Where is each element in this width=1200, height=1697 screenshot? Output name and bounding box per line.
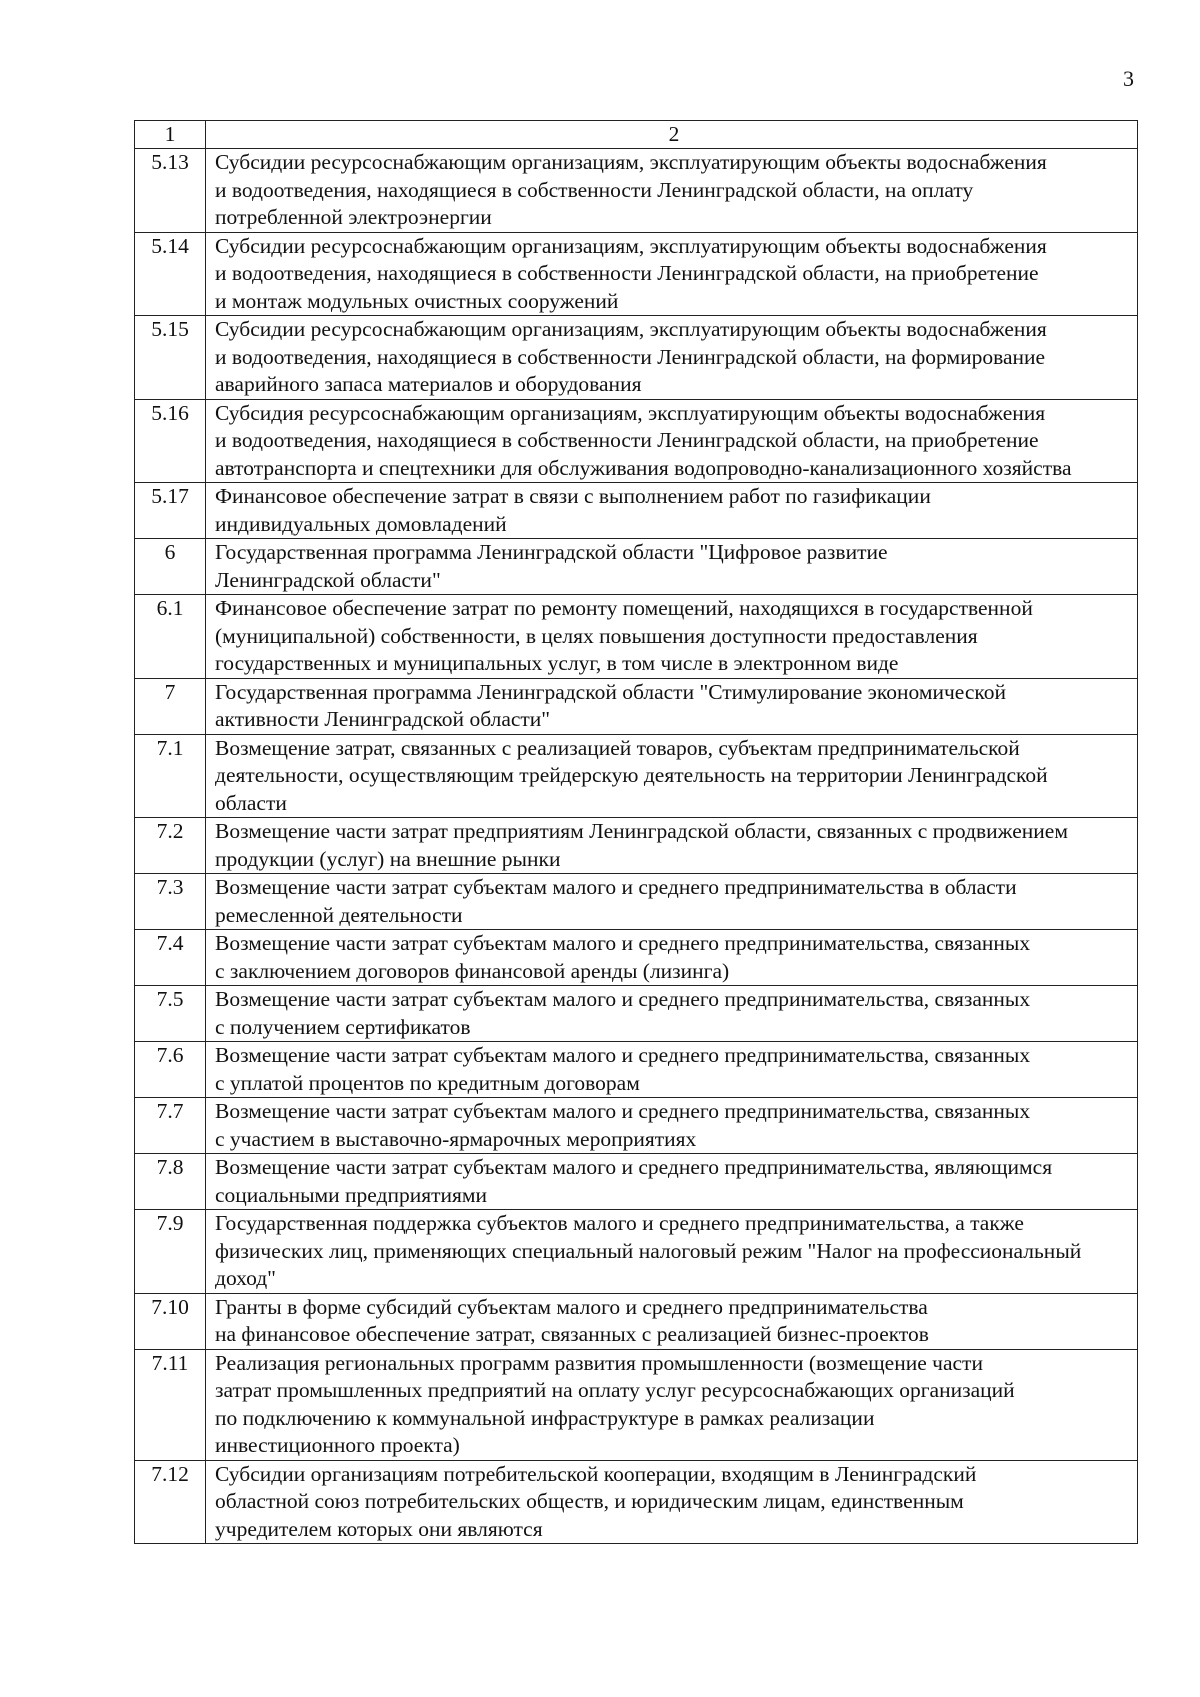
row-number: 5.16: [135, 399, 206, 483]
table-row: [135, 1460, 1138, 1544]
description-line: ремесленной деятельности: [215, 902, 463, 927]
description-line: Возмещение части затрат субъектам малого и среднего предпринимательства в области: [215, 875, 1017, 899]
row-description: [206, 316, 1138, 400]
row-number: 7.3: [135, 874, 206, 930]
description-line: областной союз потребительских обществ, и юридическим лицам, единственным: [215, 1489, 964, 1513]
table-row: [135, 232, 1138, 316]
description-line: учредителем которых они являются: [215, 1516, 543, 1541]
description-line: и водоотведения, находящиеся в собственности Ленинградской области, на приобретение: [215, 428, 1039, 452]
row-description: [206, 986, 1138, 1042]
row-number: 7.12: [135, 1460, 206, 1544]
row-description: [206, 232, 1138, 316]
row-description: [206, 930, 1138, 986]
description-line: Государственная поддержка субъектов малого и среднего предпринимательства, а также: [215, 1211, 1024, 1235]
table-row: [135, 1154, 1138, 1210]
row-description: [206, 1154, 1138, 1210]
table-row: [135, 1210, 1138, 1294]
row-description: [206, 818, 1138, 874]
description-line: Возмещение части затрат субъектам малого и среднего предпринимательства, связанных: [215, 1043, 1031, 1067]
description-line: Возмещение части затрат субъектам малого и среднего предпринимательства, связанных: [215, 987, 1031, 1011]
table-row: [135, 818, 1138, 874]
description-line: и водоотведения, находящиеся в собственности Ленинградской области, на формирование: [215, 344, 1046, 369]
description-line: Субсидия ресурсоснабжающим организациям, эксплуатирующим объекты водоснабжения: [215, 400, 1046, 425]
row-number: 7.7: [135, 1098, 206, 1154]
description-line: на финансовое обеспечение затрат, связанных с реализацией бизнес-проектов: [215, 1322, 929, 1346]
description-line: Субсидии организациям потребительской кооперации, входящим в Ленинградский: [215, 1461, 977, 1486]
table-row: [135, 1042, 1138, 1098]
description-line: деятельности, осуществляющим трейдерскую деятельность на территории Ленинградской: [215, 763, 1048, 787]
row-number: 6.1: [135, 595, 206, 679]
description-line: автотранспорта и спецтехники для обслуживания водопроводно-канализационного хозяйства: [215, 455, 1072, 480]
description-line: с получением сертификатов: [215, 1014, 471, 1039]
description-line: области: [215, 790, 287, 815]
row-description: [206, 874, 1138, 930]
table-body: [135, 121, 1138, 1544]
description-line: Возмещение затрат, связанных с реализацией товаров, субъектам предпринимательской: [215, 735, 1020, 760]
description-line: Субсидии ресурсоснабжающим организациям, эксплуатирующим объекты водоснабжения: [215, 317, 1047, 341]
description-line: и водоотведения, находящиеся в собственности Ленинградской области, на оплату: [215, 177, 974, 202]
description-line: и монтаж модульных очистных сооружений: [215, 288, 619, 313]
description-line: социальными предприятиями: [215, 1182, 488, 1207]
row-description: [206, 678, 1138, 734]
description-line: Возмещение части затрат субъектам малого и среднего предпринимательства, являющимся: [215, 1155, 1053, 1179]
table-row: [135, 986, 1138, 1042]
description-line: инвестиционного проекта): [215, 1433, 460, 1457]
description-line: и водоотведения, находящиеся в собственности Ленинградской области, на приобретение: [215, 261, 1039, 285]
table-row: [135, 734, 1138, 818]
header-cell-number: 1: [135, 121, 206, 149]
row-number: 5.17: [135, 483, 206, 539]
row-description: [206, 483, 1138, 539]
row-number: 5.13: [135, 149, 206, 233]
description-line: Возмещение части затрат предприятиям Ленинградской области, связанных с продвижением: [215, 819, 1068, 843]
row-description: [206, 1210, 1138, 1294]
row-description: [206, 539, 1138, 595]
page-number: 3: [1123, 66, 1134, 91]
row-description: [206, 1349, 1138, 1460]
table-row: [135, 1098, 1138, 1154]
description-line: Субсидии ресурсоснабжающим организациям, эксплуатирующим объекты водоснабжения: [215, 150, 1047, 174]
description-line: с участием в выставочно-ярмарочных мероприятиях: [215, 1126, 697, 1151]
row-number: 7.8: [135, 1154, 206, 1210]
table-row: [135, 930, 1138, 986]
table-row: [135, 483, 1138, 539]
description-line: индивидуальных домовладений: [215, 511, 507, 536]
description-line: государственных и муниципальных услуг, в том числе в электронном виде: [215, 651, 899, 675]
description-line: (муниципальной) собственности, в целях повышения доступности предоставления: [215, 623, 978, 648]
description-line: затрат промышленных предприятий на оплату услуг ресурсоснабжающих организаций: [215, 1378, 1015, 1402]
table-row: [135, 149, 1138, 233]
row-number: 7.6: [135, 1042, 206, 1098]
description-line: доход": [215, 1266, 276, 1290]
row-number: 7.2: [135, 818, 206, 874]
description-line: Реализация региональных программ развития промышленности (возмещение части: [215, 1350, 983, 1375]
description-line: Финансовое обеспечение затрат по ремонту помещений, находящихся в государственной: [215, 596, 1033, 620]
description-line: с заключением договоров финансовой аренды (лизинга): [215, 958, 730, 983]
description-line: Возмещение части затрат субъектам малого и среднего предпринимательства, связанных: [215, 931, 1031, 955]
row-description: [206, 595, 1138, 679]
description-line: Государственная программа Ленинградской области "Стимулирование экономической: [215, 679, 1007, 704]
row-description: [206, 1098, 1138, 1154]
row-number: 7.11: [135, 1349, 206, 1460]
description-line: Возмещение части затрат субъектам малого и среднего предпринимательства, связанных: [215, 1099, 1031, 1123]
description-line: Гранты в форме субсидий субъектам малого и среднего предпринимательства: [215, 1294, 928, 1319]
row-description: [206, 1293, 1138, 1349]
table-row: [135, 539, 1138, 595]
subsidy-table: [134, 120, 1138, 1544]
description-line: потребленной электроэнергии: [215, 205, 492, 229]
description-line: Субсидии ресурсоснабжающим организациям, эксплуатирующим объекты водоснабжения: [215, 233, 1047, 258]
table-row: [135, 678, 1138, 734]
description-line: Ленинградской области": [215, 567, 441, 592]
description-line: Государственная программа Ленинградской области "Цифровое развитие: [215, 540, 888, 564]
header-cell-description: 2: [206, 121, 1138, 149]
table-row: [135, 1293, 1138, 1349]
description-line: физических лиц, применяющих специальный налоговый режим "Налог на профессиональный: [215, 1238, 1082, 1263]
row-number: 7.9: [135, 1210, 206, 1294]
description-line: Финансовое обеспечение затрат в связи с выполнением работ по газификации: [215, 484, 931, 508]
row-number: 7.4: [135, 930, 206, 986]
table-row: [135, 399, 1138, 483]
table-row: [135, 1349, 1138, 1460]
row-number: 7.1: [135, 734, 206, 818]
row-number: 5.14: [135, 232, 206, 316]
row-number: 7.5: [135, 986, 206, 1042]
table-row: [135, 874, 1138, 930]
description-line: по подключению к коммунальной инфраструктуре в рамках реализации: [215, 1405, 875, 1430]
table-row: [135, 595, 1138, 679]
description-line: продукции (услуг) на внешние рынки: [215, 846, 561, 871]
description-line: активности Ленинградской области": [215, 707, 551, 731]
table-row: [135, 316, 1138, 400]
row-description: [206, 399, 1138, 483]
row-number: 7.10: [135, 1293, 206, 1349]
description-line: с уплатой процентов по кредитным договорам: [215, 1070, 640, 1095]
row-number: 7: [135, 678, 206, 734]
table-header-row: [135, 121, 1138, 149]
row-description: [206, 1460, 1138, 1544]
row-description: [206, 734, 1138, 818]
row-description: [206, 149, 1138, 233]
description-line: аварийного запаса материалов и оборудования: [215, 372, 642, 396]
row-number: 5.15: [135, 316, 206, 400]
row-description: [206, 1042, 1138, 1098]
row-number: 6: [135, 539, 206, 595]
